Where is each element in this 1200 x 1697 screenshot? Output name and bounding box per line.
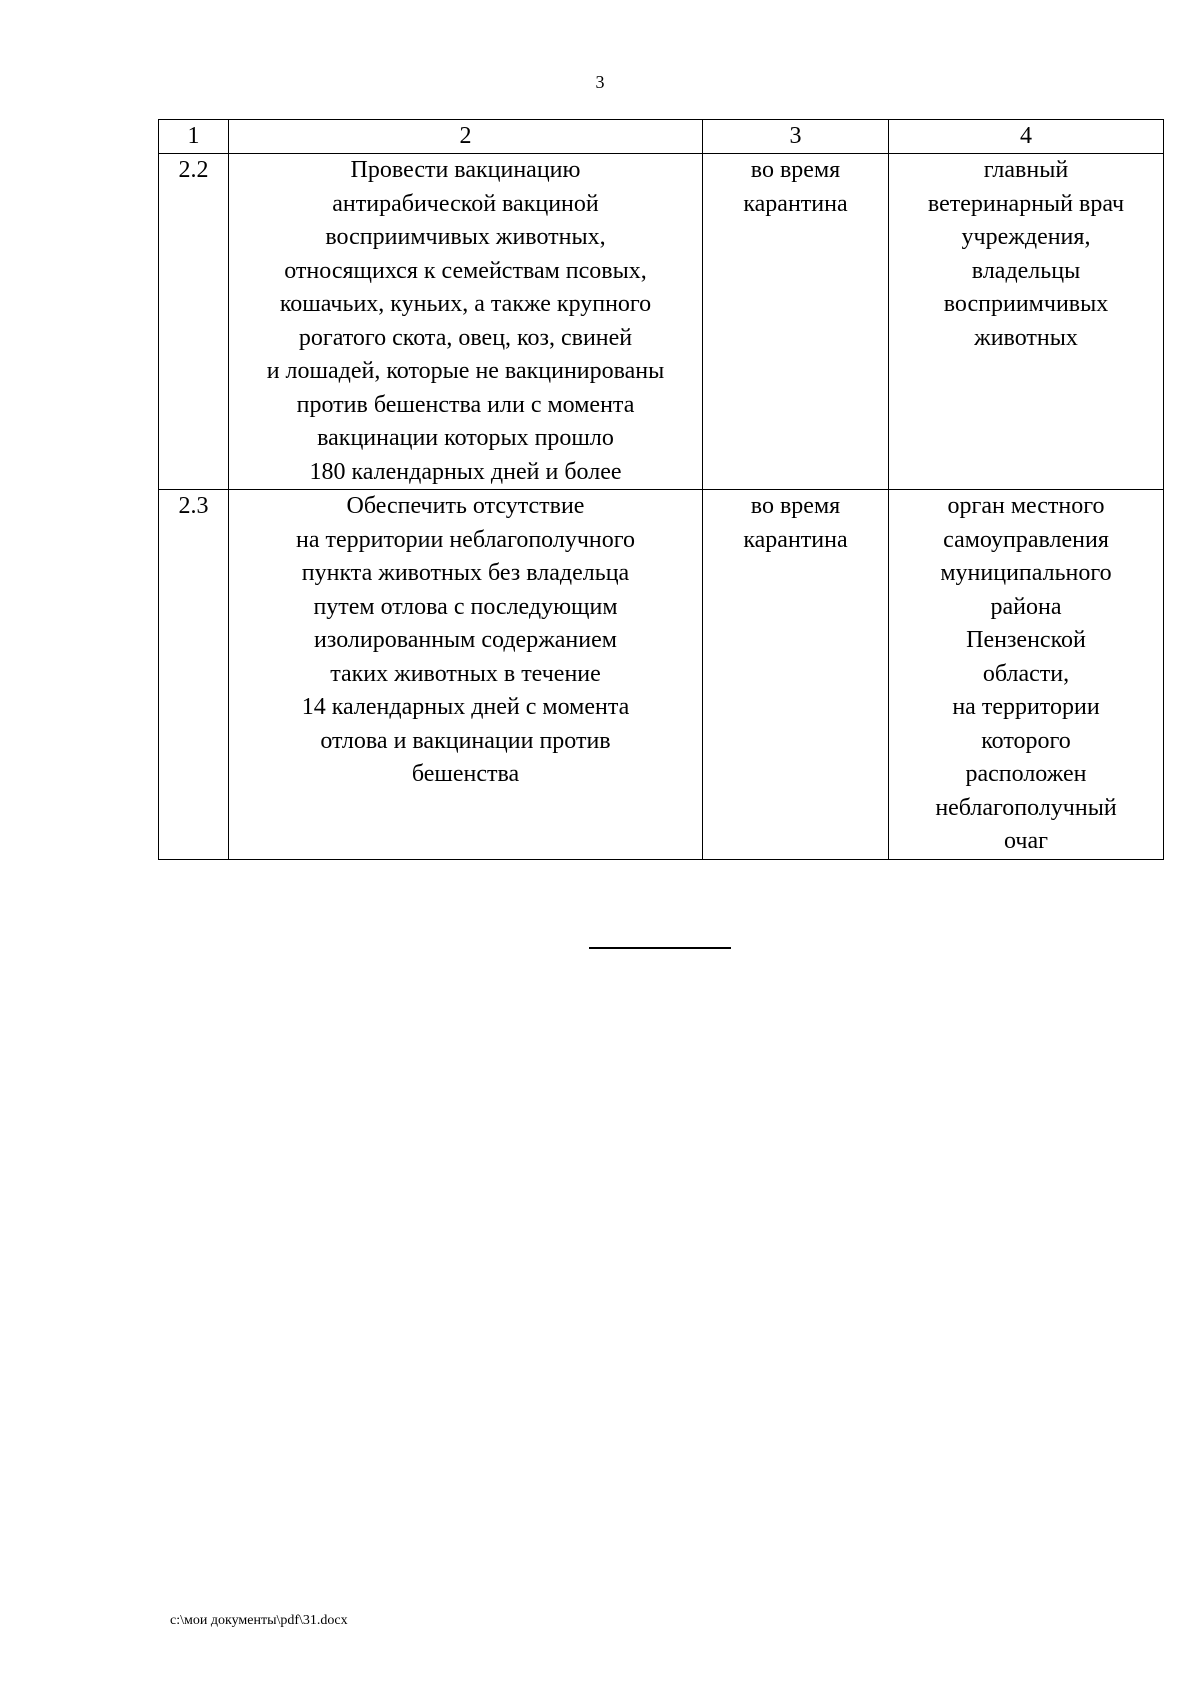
header-cell-number: 1: [159, 120, 229, 154]
responsible-line: Пензенской: [966, 627, 1086, 653]
responsible-line: очаг: [1004, 828, 1048, 854]
responsible-line: животных: [974, 324, 1078, 351]
row-term: [703, 154, 889, 490]
responsible-line: учреждения,: [961, 224, 1091, 250]
responsible-line: орган местного: [947, 493, 1105, 519]
end-of-document-rule: [589, 947, 731, 949]
header-cell-responsible: 4: [889, 120, 1164, 154]
action-line: 180 календарных дней и более: [309, 458, 622, 485]
responsible-line: самоуправления: [943, 526, 1109, 553]
action-line: отлова и вакцинации против: [320, 727, 611, 754]
action-line: на территории неблагополучного: [296, 526, 635, 553]
header-cell-action: 2: [229, 120, 703, 154]
action-line: таких животных в течение: [330, 660, 601, 687]
responsible-line: муниципального: [940, 560, 1112, 586]
row-number: 2.3: [159, 490, 229, 860]
responsible-line: главный: [983, 157, 1069, 183]
table-row: [159, 154, 1164, 490]
term-line: во время: [750, 493, 841, 519]
term-line: карантина: [743, 190, 848, 217]
row-responsible: [889, 154, 1164, 490]
responsible-line: ветеринарный врач: [927, 190, 1125, 217]
table-header-row: [159, 120, 1164, 154]
action-line: вакцинации которых прошло: [317, 425, 614, 451]
responsible-line: области,: [982, 660, 1070, 687]
term-line: во время: [750, 157, 841, 183]
action-line: 14 календарных дней с момента: [301, 694, 630, 720]
responsible-line: на территории: [952, 694, 1100, 720]
row-action: [229, 154, 703, 490]
action-line: путем отлова с последующим: [313, 593, 618, 620]
responsible-line: района: [990, 593, 1062, 620]
action-line: пункта животных без владельца: [301, 560, 630, 586]
row-number: 2.2: [159, 154, 229, 490]
responsible-line: владельцы: [971, 257, 1081, 284]
header-cell-term: 3: [703, 120, 889, 154]
responsible-line: неблагополучный: [935, 794, 1117, 821]
row-action: [229, 490, 703, 860]
action-line: бешенства: [411, 761, 520, 787]
action-line: кошачьих, куньих, а также крупного: [279, 291, 652, 317]
action-line: Обеспечить отсутствие: [346, 493, 585, 519]
term-line: карантина: [743, 526, 848, 553]
action-line: антирабической вакциной: [332, 190, 599, 217]
action-line: рогатого скота, овец, коз, свиней: [298, 324, 633, 351]
action-line: относящихся к семействам псовых,: [284, 257, 647, 284]
responsible-line: расположен: [965, 761, 1087, 787]
action-line: против бешенства или с момента: [296, 391, 635, 418]
footer-file-path: c:\мои документы\pdf\31.docx: [170, 1613, 348, 1628]
table-row: [159, 490, 1164, 860]
page-number: 3: [595, 72, 605, 92]
responsible-line: которого: [981, 727, 1071, 754]
action-line: изолированным содержанием: [314, 627, 617, 653]
action-line: и лошадей, которые не вакцинированы: [266, 358, 665, 384]
row-responsible: [889, 490, 1164, 860]
action-line: Провести вакцинацию: [350, 157, 581, 183]
action-line: восприимчивых животных,: [325, 224, 606, 250]
row-term: [703, 490, 889, 860]
measures-table: [158, 119, 1164, 860]
responsible-line: восприимчивых: [943, 291, 1109, 317]
